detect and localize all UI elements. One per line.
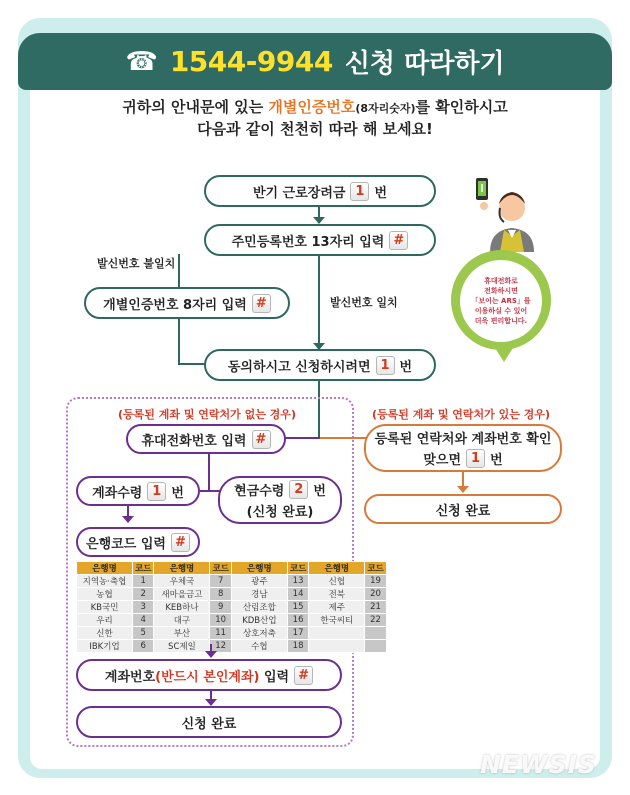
bank-name-cell: 한국씨티 xyxy=(309,614,365,627)
bank-code-cell: 1 xyxy=(133,575,154,588)
bank-code-cell: 16 xyxy=(287,614,308,627)
arrow-down xyxy=(457,486,469,493)
phone-number: 1544-9944 xyxy=(169,45,333,78)
key-hash: # xyxy=(294,666,313,685)
cash-done: (신청 완료) xyxy=(246,505,314,520)
table-row xyxy=(77,588,387,601)
bank-code-cell: 21 xyxy=(365,601,386,614)
key-hash: # xyxy=(252,294,271,313)
acctnum-red: (반드시 본인계좌) xyxy=(155,669,260,685)
connector xyxy=(178,254,180,289)
bank-code-cell xyxy=(365,640,386,653)
title-bar xyxy=(18,33,612,90)
ars-bubble-tail xyxy=(490,340,518,362)
intro-line1-a: 귀하의 안내문에 있는 xyxy=(122,98,269,116)
bank-code-cell: 8 xyxy=(210,588,231,601)
connector xyxy=(200,490,220,492)
bank-name-cell: 농협 xyxy=(77,588,133,601)
step3-label: 개별인증번호 8자리 입력 xyxy=(103,297,247,313)
cash-suffix: 번 xyxy=(313,484,326,499)
bank-code-cell: 2 xyxy=(133,588,154,601)
key-1: 1 xyxy=(147,482,166,501)
bank-code-cell: 13 xyxy=(287,575,308,588)
bubble-line-3: 「보이는 ARS」를 xyxy=(471,297,531,305)
ars-bubble-text xyxy=(460,260,542,342)
bank-code-header: 코드 xyxy=(365,562,386,575)
telephone-icon: ☎ xyxy=(125,46,158,77)
bank-name-cell: 새마을금고 xyxy=(154,588,210,601)
step4-label: 동의하시고 신청하시려면 xyxy=(227,359,371,375)
step-account-receive xyxy=(76,476,200,506)
bank-code-cell: 3 xyxy=(133,601,154,614)
bank-name-cell: 대구 xyxy=(154,614,210,627)
bubble-line-1: 휴대전화로 xyxy=(484,277,518,285)
confirm-suffix: 번 xyxy=(490,453,503,468)
bubble-line-4: 이용하실 수 있어 xyxy=(474,307,528,315)
connector xyxy=(318,254,320,349)
table-row xyxy=(77,640,387,653)
arrow-down xyxy=(205,651,217,658)
arrow-down xyxy=(313,217,325,224)
bank-code-cell: 6 xyxy=(133,640,154,653)
key-1: 1 xyxy=(350,182,369,201)
intro-line1-b: 를 확인하시고 xyxy=(415,98,508,116)
bank-code-cell: 4 xyxy=(133,614,154,627)
bank-name-cell: 경남 xyxy=(231,588,287,601)
acctnum-b: 입력 xyxy=(259,669,290,685)
match-note: 발신번호 일치 xyxy=(330,296,398,309)
connector xyxy=(208,454,210,492)
account-suffix: 번 xyxy=(171,485,184,501)
bank-code-cell: 10 xyxy=(210,614,231,627)
bank-code-cell: 14 xyxy=(287,588,308,601)
key-hash: # xyxy=(389,231,408,250)
right-done xyxy=(364,494,562,524)
left-branch-heading: (등록된 계좌 및 연락처가 없는 경우) xyxy=(118,408,296,421)
bank-name-cell: KDB산업 xyxy=(231,614,287,627)
table-row xyxy=(77,627,387,640)
bank-name-header: 은행명 xyxy=(154,562,210,575)
bank-name-cell: 제주 xyxy=(309,601,365,614)
bank-code-cell: 17 xyxy=(287,627,308,640)
bank-name-cell: 우리 xyxy=(77,614,133,627)
confirm-line1: 등록된 연락처와 계좌번호 확인 xyxy=(374,432,552,447)
bank-name-header: 은행명 xyxy=(309,562,365,575)
bank-name-cell: KEB하나 xyxy=(154,601,210,614)
right-done-label: 신청 완료 xyxy=(435,503,491,519)
table-row xyxy=(77,601,387,614)
connector xyxy=(280,437,320,439)
phone-label: 휴대전화번호 입력 xyxy=(141,433,247,449)
bank-name-header: 은행명 xyxy=(77,562,133,575)
account-label: 계좌수령 xyxy=(92,485,143,501)
bank-name-cell: 광주 xyxy=(231,575,287,588)
step1-label: 반기 근로장려금 xyxy=(253,185,346,201)
step-bank-code xyxy=(76,527,200,557)
step-select-half-year xyxy=(204,175,436,207)
step-cash-receive xyxy=(218,476,342,524)
bank-code-cell: 22 xyxy=(365,614,386,627)
bank-name-header: 은행명 xyxy=(231,562,287,575)
bank-code-cell: 19 xyxy=(365,575,386,588)
bank-name-cell: 지역농·축협 xyxy=(77,575,133,588)
arrow-down xyxy=(122,516,134,523)
key-2: 2 xyxy=(289,480,308,499)
bankcode-label: 은행코드 입력 xyxy=(86,536,166,552)
bank-table-header xyxy=(77,562,387,575)
step-phone-number xyxy=(126,424,286,454)
step-account-number xyxy=(76,659,342,691)
bank-name-cell: SC제일 xyxy=(154,640,210,653)
connector xyxy=(320,437,366,439)
bank-code-table xyxy=(76,561,387,653)
right-branch-heading: (등록된 계좌 및 연락처가 있는 경우) xyxy=(372,408,550,421)
bank-name-cell: 수협 xyxy=(231,640,287,653)
bank-name-cell: 산림조합 xyxy=(231,601,287,614)
call-agent-illustration xyxy=(470,170,540,252)
intro-text xyxy=(0,97,630,140)
bank-code-cell: 20 xyxy=(365,588,386,601)
key-hash: # xyxy=(252,430,271,449)
bubble-line-2: 전화하시면 xyxy=(484,287,518,295)
key-hash: # xyxy=(171,533,190,552)
intro-highlight: 개별인증번호 xyxy=(268,98,356,116)
step-auth-number xyxy=(84,287,290,319)
key-1: 1 xyxy=(466,449,485,468)
bank-code-header: 코드 xyxy=(133,562,154,575)
arrow-down xyxy=(205,699,217,706)
bank-code-cell: 12 xyxy=(210,640,231,653)
connector xyxy=(178,316,180,365)
step1-suffix: 번 xyxy=(374,185,387,201)
bank-code-cell: 9 xyxy=(210,601,231,614)
bubble-line-5: 더욱 편리합니다. xyxy=(474,317,528,325)
bank-code-header: 코드 xyxy=(210,562,231,575)
cash-label: 현금수령 xyxy=(234,484,285,499)
left-done-label: 신청 완료 xyxy=(181,716,237,732)
confirm-line2-text: 맞으면 xyxy=(423,453,462,468)
bank-name-cell xyxy=(309,627,365,640)
bank-name-cell: 상호저축 xyxy=(231,627,287,640)
bank-code-cell: 11 xyxy=(210,627,231,640)
intro-line2: 다음과 같이 천천히 따라 해 보세요! xyxy=(197,120,433,138)
bank-name-cell: 신협 xyxy=(309,575,365,588)
bank-code-header: 코드 xyxy=(287,562,308,575)
cash-line1 xyxy=(234,480,326,499)
bank-code-cell: 5 xyxy=(133,627,154,640)
mismatch-note: 발신번호 불일치 xyxy=(97,257,176,270)
bank-name-cell: 신한 xyxy=(77,627,133,640)
bank-code-cell: 15 xyxy=(287,601,308,614)
bank-name-cell: 우체국 xyxy=(154,575,210,588)
step-resident-number xyxy=(204,224,436,256)
bank-name-cell: 전북 xyxy=(309,588,365,601)
left-done xyxy=(76,706,342,738)
bank-name-cell: 부산 xyxy=(154,627,210,640)
step-agree xyxy=(204,349,436,381)
bank-name-cell: IBK기업 xyxy=(77,640,133,653)
confirm-line2 xyxy=(423,449,502,468)
step-confirm-registered xyxy=(364,424,562,472)
page-title: 신청 따라하기 xyxy=(344,49,505,79)
table-row xyxy=(77,575,387,588)
acctnum-a: 계좌번호 xyxy=(104,669,156,685)
key-1: 1 xyxy=(376,356,395,375)
acctnum-text xyxy=(105,666,289,685)
newsis-watermark: NEWSIS xyxy=(480,750,597,779)
step4-suffix: 번 xyxy=(399,359,413,375)
connector xyxy=(178,363,205,365)
bank-name-cell xyxy=(309,640,365,653)
table-row xyxy=(77,614,387,627)
bank-name-cell: KB국민 xyxy=(77,601,133,614)
bank-code-cell: 18 xyxy=(287,640,308,653)
bank-table-body xyxy=(77,575,387,653)
bank-code-cell: 7 xyxy=(210,575,231,588)
bank-code-cell xyxy=(365,627,386,640)
step2-label: 주민등록번호 13자리 입력 xyxy=(231,234,385,250)
intro-small: (8자리숫자) xyxy=(355,102,416,115)
